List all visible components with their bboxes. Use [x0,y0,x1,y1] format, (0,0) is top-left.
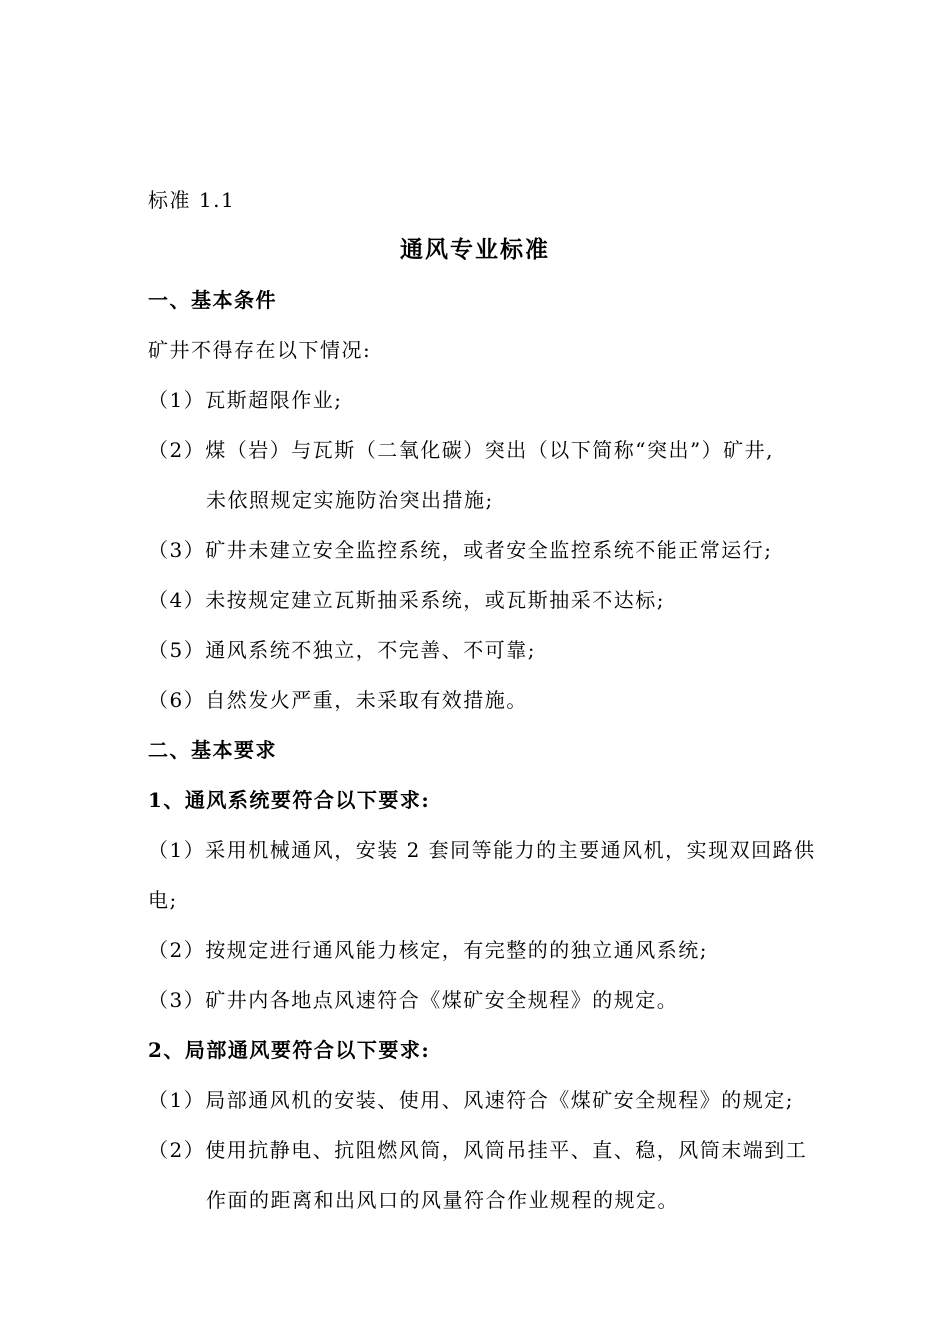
section-1-heading: 一、基本条件 [148,288,277,312]
standard-label: 标准 1.1 [148,188,236,212]
list-item-continuation: 作面的距离和出风口的风量符合作业规程的规定。 [206,1188,679,1212]
list-item: （1）局部通风机的安装、使用、风速符合《煤矿安全规程》的规定; [148,1088,794,1112]
list-item: （2）使用抗静电、抗阻燃风筒，风筒吊挂平、直、稳，风筒末端到工 [148,1138,808,1162]
list-item-continuation: 电; [148,888,178,912]
list-item: （6）自然发火严重，未采取有效措施。 [148,688,528,712]
list-item-continuation: 未依照规定实施防治突出措施; [206,488,494,512]
subsection-1-heading: 1、通风系统要符合以下要求: [148,788,431,812]
list-item: （1）采用机械通风，安装 2 套同等能力的主要通风机，实现双回路供 [148,838,816,862]
list-item: （3）矿井内各地点风速符合《煤矿安全规程》的规定。 [148,988,679,1012]
subsection-2-heading: 2、局部通风要符合以下要求: [148,1038,431,1062]
list-item: （3）矿井未建立安全监控系统，或者安全监控系统不能正常运行; [148,538,773,562]
list-item: （4）未按规定建立瓦斯抽采系统，或瓦斯抽采不达标; [148,588,665,612]
section-1-intro: 矿井不得存在以下情况: [148,338,372,362]
section-2-heading: 二、基本要求 [148,738,277,762]
list-item: （1）瓦斯超限作业; [148,388,343,412]
list-item: （5）通风系统不独立，不完善、不可靠; [148,638,536,662]
list-item: （2）煤（岩）与瓦斯（二氧化碳）突出（以下简称“突出”）矿井, [148,438,775,462]
page-title: 通风专业标准 [400,236,550,263]
list-item: （2）按规定进行通风能力核定，有完整的的独立通风系统; [148,938,708,962]
